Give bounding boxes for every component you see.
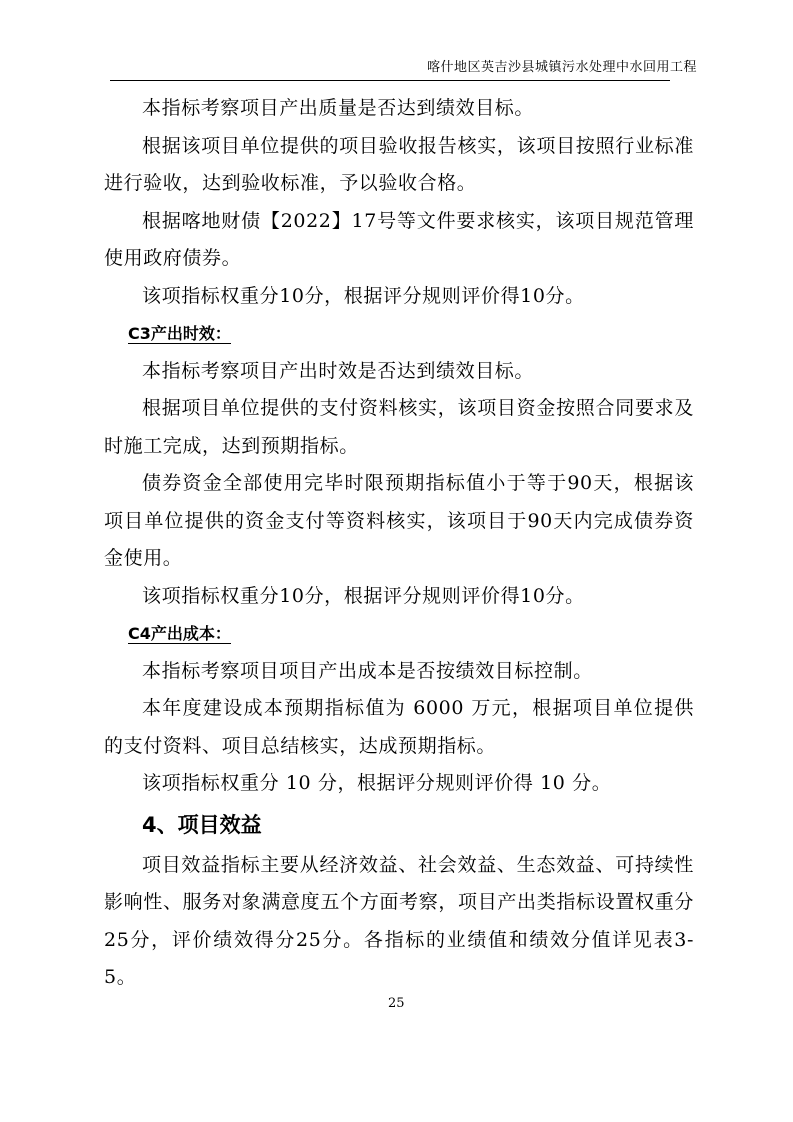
subheading-c4-text: C4产出成本： <box>128 624 231 643</box>
paragraph: 该项指标权重分10分，根据评分规则评价得10分。 <box>142 584 585 607</box>
document-body <box>104 90 694 997</box>
page-number: 25 <box>388 996 405 1011</box>
paragraph: 根据项目单位提供的支付资料核实，该项目资金按照合同要求及时施工完成，达到预期指标。 <box>104 397 694 457</box>
paragraph: 根据该项目单位提供的项目验收报告核实，该项目按照行业标准进行验收，达到验收标准，予以验收合格。 <box>104 134 694 194</box>
subheading-c3-text: C3产出时效： <box>128 324 231 343</box>
paragraph: 该项指标权重分10分，根据评分规则评价得10分。 <box>142 284 585 307</box>
section-heading: 4、项目效益 <box>142 812 262 837</box>
paragraph: 本指标考察项目项目产出成本是否按绩效目标控制。 <box>142 659 593 682</box>
paragraph: 本指标考察项目产出时效是否达到绩效目标。 <box>142 359 535 382</box>
paragraph: 根据喀地财债【2022】17号等文件要求核实，该项目规范管理使用政府债券。 <box>104 209 694 269</box>
paragraph: 本指标考察项目产出质量是否达到绩效目标。 <box>142 97 535 119</box>
paragraph: 债券资金全部使用完毕时限预期指标值小于等于90天，根据该项目单位提供的资金支付等资料核实，该项目于90天内完成债券资金使用。 <box>104 472 694 569</box>
subheading-c3 <box>128 315 694 353</box>
running-header: 喀什地区英吉沙县城镇污水处理中水回用工程 <box>426 60 697 75</box>
header-rule <box>110 80 670 81</box>
paragraph: 本年度建设成本预期指标值为 6000 万元，根据项目单位提供的支付资料、项目总结核实，达成预期指标。 <box>104 697 694 757</box>
paragraph: 项目效益指标主要从经济效益、社会效益、生态效益、可持续性影响性、服务对象满意度五个方面考察，项目产出类指标设置权重分25分，评价绩效得分25分。各指标的业绩值和绩效分值详见表3-5。 <box>104 853 694 988</box>
paragraph: 该项指标权重分 10 分，根据评分规则评价得 10 分。 <box>142 772 612 794</box>
subheading-c4 <box>128 615 694 653</box>
